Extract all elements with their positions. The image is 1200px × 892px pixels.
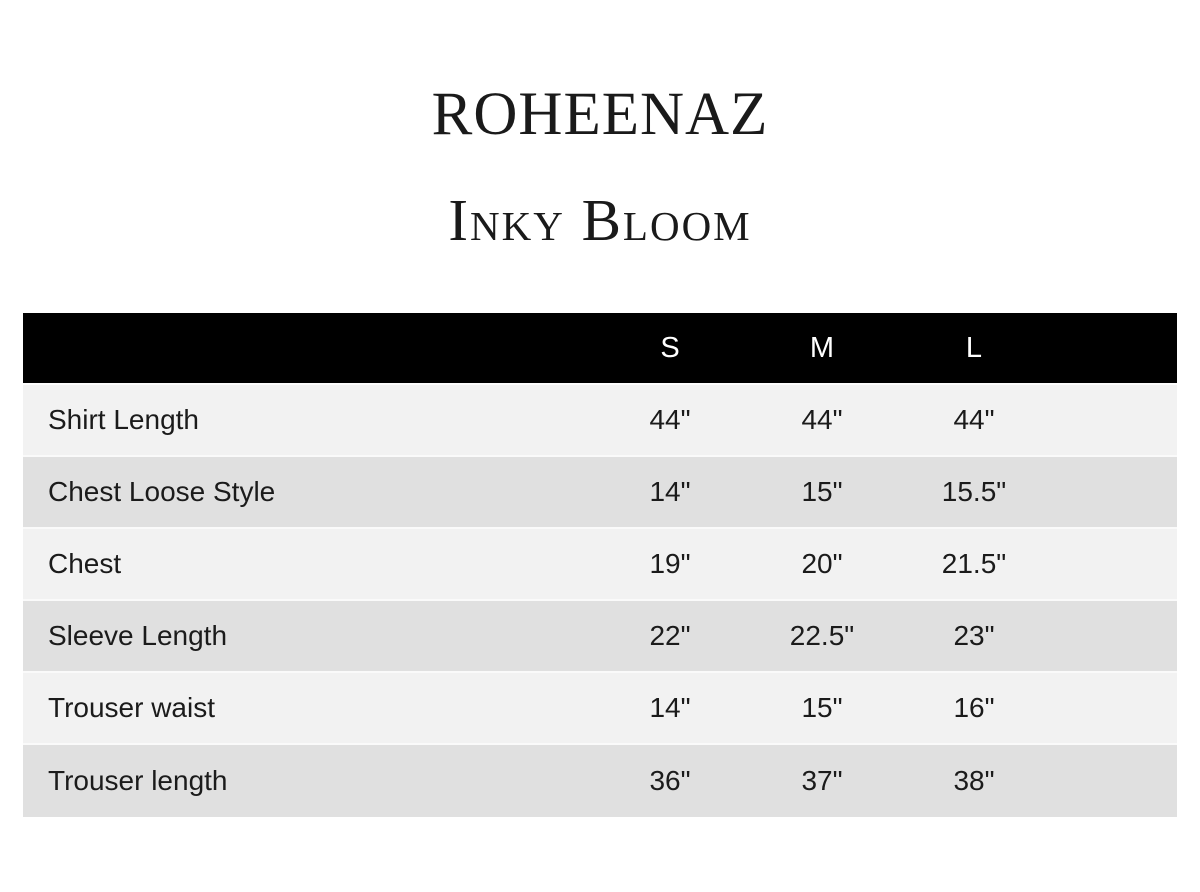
measurement-label: Trouser length <box>48 765 228 796</box>
measurement-label: Sleeve Length <box>48 620 228 651</box>
brand-title: ROHEENAZ <box>431 81 769 148</box>
value-l: 23" <box>953 620 995 651</box>
value-m: 15" <box>801 692 843 723</box>
column-header-s: S <box>660 331 680 364</box>
value-m: 44" <box>801 404 843 435</box>
value-m: 37" <box>801 765 843 796</box>
value-l: 44" <box>953 404 995 435</box>
value-s: 19" <box>649 548 691 579</box>
table-row-chest-loose-style <box>23 457 1177 529</box>
table-row-trouser-length <box>23 745 1177 817</box>
table-row-trouser-waist <box>23 673 1177 745</box>
column-header-l: L <box>965 331 983 364</box>
table-row-chest <box>23 529 1177 601</box>
column-header-m: M <box>809 331 835 364</box>
value-l: 21.5" <box>941 548 1007 579</box>
table-row-shirt-length <box>23 385 1177 457</box>
measurement-label: Trouser waist <box>48 692 216 723</box>
value-s: 44" <box>649 404 691 435</box>
value-m: 20" <box>801 548 843 579</box>
measurement-label: Chest Loose Style <box>48 476 276 507</box>
value-m: 15" <box>801 476 843 507</box>
measurement-label: Chest <box>48 548 122 579</box>
size-chart-table <box>23 313 1177 817</box>
product-title: Inky Bloom <box>448 187 752 253</box>
value-l: 15.5" <box>941 476 1007 507</box>
value-s: 14" <box>649 692 691 723</box>
value-s: 22" <box>649 620 691 651</box>
value-m: 22.5" <box>789 620 855 651</box>
measurement-label: Shirt Length <box>48 404 199 435</box>
table-row-sleeve-length <box>23 601 1177 673</box>
value-s: 14" <box>649 476 691 507</box>
table-header-row <box>23 313 1177 385</box>
value-l: 38" <box>953 765 995 796</box>
value-s: 36" <box>649 765 691 796</box>
value-l: 16" <box>953 692 995 723</box>
